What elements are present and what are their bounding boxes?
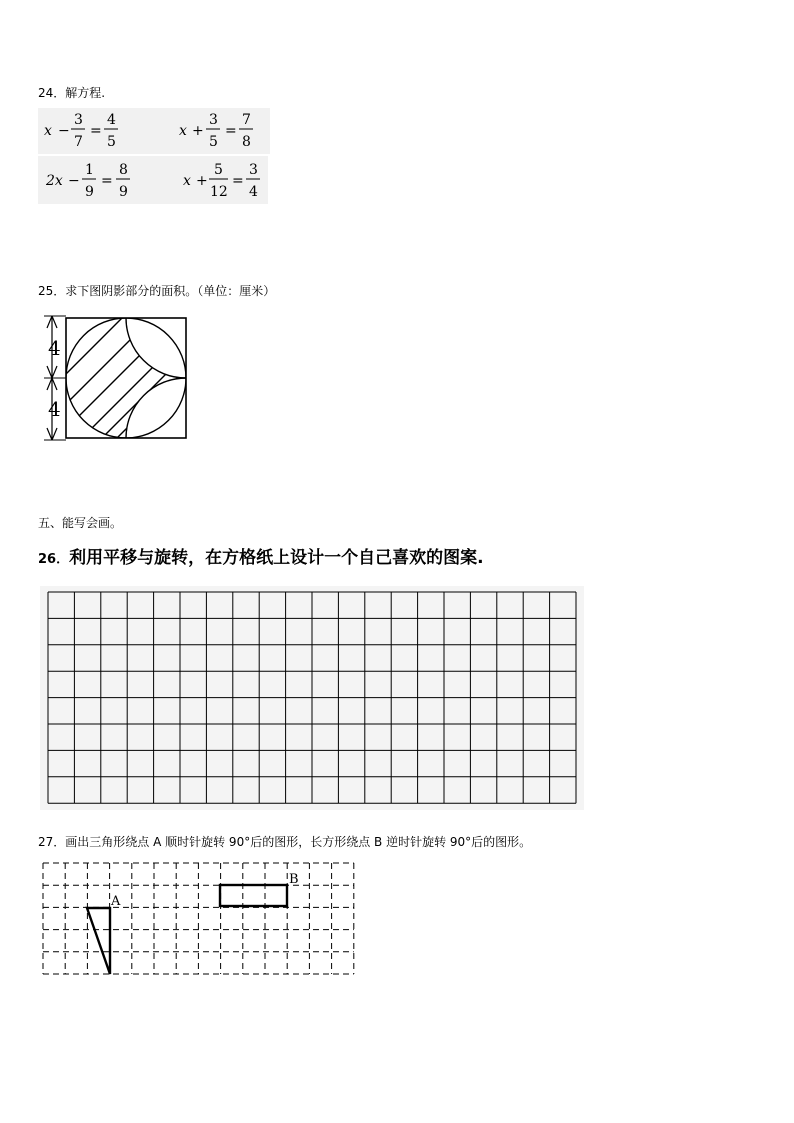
eq4-eq: = bbox=[232, 173, 244, 189]
q25-number: 25． bbox=[38, 284, 66, 298]
eq3-var: 2x bbox=[46, 173, 63, 189]
section5-title: 五、能写会画。 bbox=[38, 516, 123, 530]
eq3-b-num: 8 bbox=[119, 162, 128, 178]
eq3-a-den: 9 bbox=[85, 184, 94, 200]
equation-row-2 bbox=[38, 156, 268, 204]
eq4-a-den: 12 bbox=[210, 184, 228, 200]
q24-title: 解方程. bbox=[65, 86, 106, 100]
eq3-op: − bbox=[68, 173, 80, 189]
eq4-a-num: 5 bbox=[214, 162, 223, 178]
shaded-area-svg bbox=[38, 312, 190, 442]
eq1-eq: = bbox=[90, 123, 102, 139]
eq2-b-num: 7 bbox=[242, 112, 251, 128]
eq2-a-den: 5 bbox=[209, 134, 218, 150]
point-b-label: B bbox=[289, 872, 299, 887]
q24-number: 24． bbox=[38, 86, 66, 100]
q27-title: 画出三角形绕点 A 顺时针旋转 90°后的图形，长方形绕点 B 逆时针旋转 90°后的图形。 bbox=[65, 835, 532, 849]
eq1-b-den: 5 bbox=[107, 134, 116, 150]
graph-paper-panel bbox=[40, 586, 584, 810]
eq2-op: + bbox=[192, 123, 204, 139]
rectangle-shape bbox=[220, 885, 287, 906]
q24-heading bbox=[38, 84, 105, 101]
rotation-grid-figure bbox=[40, 858, 358, 978]
eq4-b-num: 3 bbox=[249, 162, 258, 178]
q26-title: 利用平移与旋转，在方格纸上设计一个自己喜欢的图案. bbox=[69, 548, 484, 568]
eq3-eq: = bbox=[101, 173, 113, 189]
q25-title: 求下图阴影部分的面积。（单位：厘米） bbox=[65, 284, 276, 298]
eq1-var: x bbox=[44, 123, 52, 139]
equation-row-2-svg bbox=[38, 156, 268, 204]
graph-paper-grid[interactable] bbox=[40, 586, 584, 810]
eq4-b-den: 4 bbox=[249, 184, 258, 200]
equation-row-1-svg bbox=[38, 108, 270, 154]
eq2-b-den: 8 bbox=[242, 134, 251, 150]
equation-row-1 bbox=[38, 108, 270, 154]
eq3-a-num: 1 bbox=[85, 162, 94, 178]
eq4-var: x bbox=[183, 173, 191, 189]
point-a-label: A bbox=[111, 894, 121, 909]
eq2-a-num: 3 bbox=[209, 112, 218, 128]
eq1-op: − bbox=[58, 123, 70, 139]
q25-heading bbox=[38, 282, 275, 299]
quarter-arcs bbox=[66, 312, 190, 442]
shaded-area-figure bbox=[38, 312, 190, 442]
eq1-a-den: 7 bbox=[74, 134, 83, 150]
q27-heading bbox=[38, 833, 531, 850]
eq2-var: x bbox=[179, 123, 187, 139]
eq2-eq: = bbox=[225, 123, 237, 139]
rotation-grid-svg[interactable] bbox=[40, 858, 358, 978]
dim-label-bottom: 4 bbox=[48, 397, 61, 421]
eq1-a-num: 3 bbox=[74, 112, 83, 128]
triangle-shape bbox=[87, 908, 110, 974]
dim-label-top: 4 bbox=[48, 336, 61, 360]
q26-heading bbox=[38, 543, 484, 568]
eq3-b-den: 9 bbox=[119, 184, 128, 200]
q27-number: 27． bbox=[38, 835, 66, 849]
eq1-b-num: 4 bbox=[107, 112, 116, 128]
q26-number: 26． bbox=[38, 552, 70, 567]
eq4-op: + bbox=[196, 173, 208, 189]
